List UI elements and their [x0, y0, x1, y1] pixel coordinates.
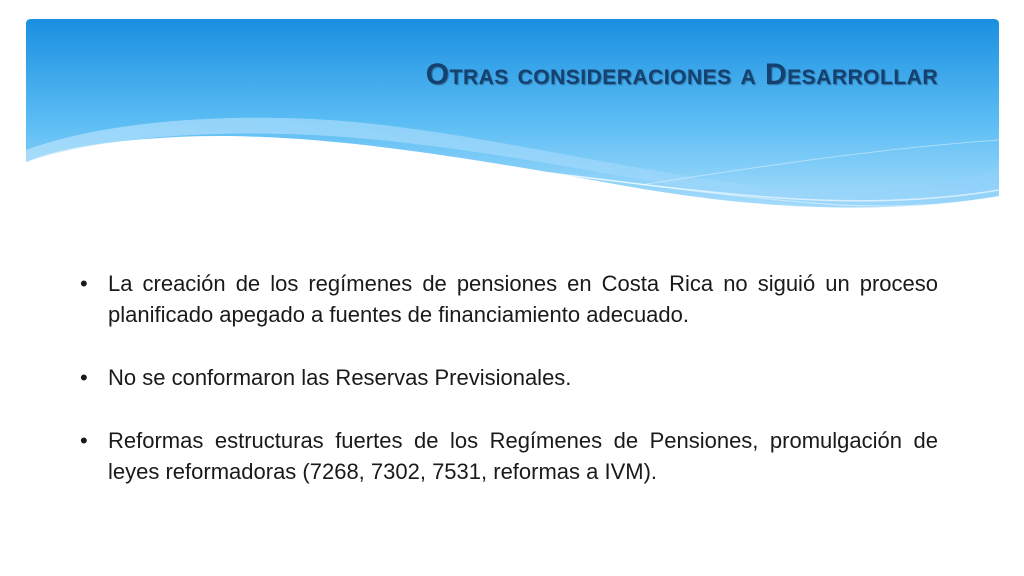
- bullet-text: Reformas estructuras fuertes de los Regímenes de Pensiones, promulgación de leyes reformadoras (7268, 7302, 7531, reformas a IVM).: [108, 428, 938, 484]
- bullet-icon: •: [80, 428, 88, 453]
- bullet-item: [78, 362, 938, 393]
- bullet-icon: •: [80, 271, 88, 296]
- bullet-item: [78, 425, 938, 487]
- bullet-text: No se conformaron las Reservas Previsionales.: [108, 365, 572, 390]
- header-band-shape: [26, 19, 999, 208]
- bullet-list: [78, 268, 938, 519]
- bullet-text: La creación de los regímenes de pensiones en Costa Rica no siguió un proceso planificado apegado a fuentes de financiamiento adecuado.: [108, 271, 938, 327]
- bullet-item: [78, 268, 938, 330]
- bullet-icon: •: [80, 365, 88, 390]
- header-wave-band: [0, 0, 1024, 230]
- slide-title: Otras consideraciones a Desarrollar: [425, 58, 938, 91]
